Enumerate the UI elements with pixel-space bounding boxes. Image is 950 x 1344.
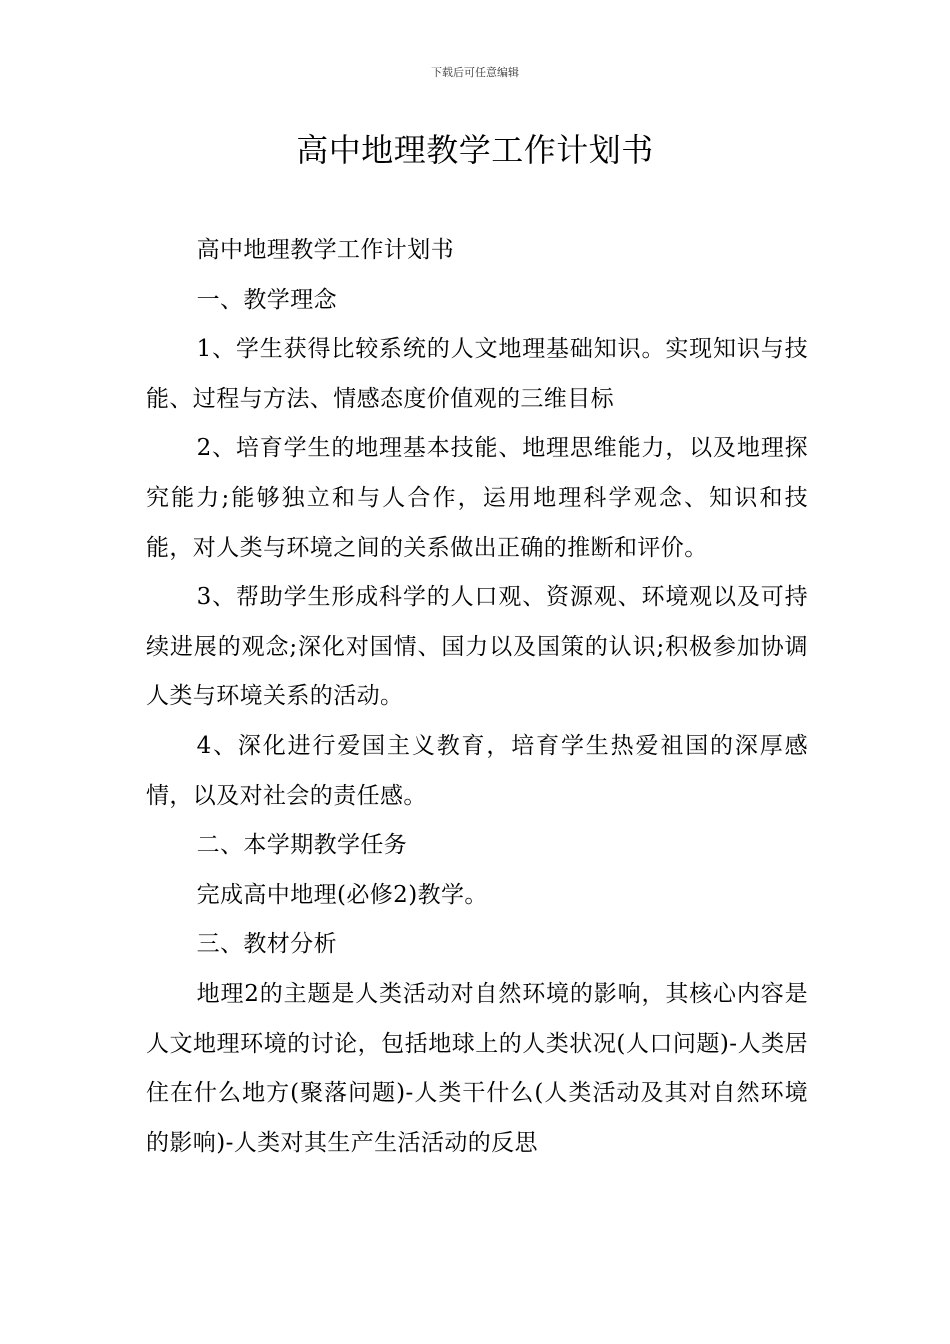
paragraph-subtitle: 高中地理教学工作计划书 — [196, 237, 454, 263]
header-note: 下载后可任意编辑 — [431, 66, 519, 79]
paragraph-semester-task: 完成高中地理(必修2)教学。 — [196, 881, 488, 908]
paragraph-goal-4: 4、深化进行爱国主义教育，培育学生热爱祖国的深厚感情，以及对社会的责任感。 — [146, 732, 808, 809]
document-title: 高中地理教学工作计划书 — [296, 131, 654, 169]
paragraph-goal-1: 1、学生获得比较系统的人文地理基础知识。实现知识与技能、过程与方法、情感态度价值观的三维目标 — [146, 336, 808, 412]
section-heading-teaching-philosophy: 一、教学理念 — [196, 286, 337, 313]
paragraph-textbook-analysis: 地理2的主题是人类活动对自然环境的影响，其核心内容是人文地理环境的讨论，包括地球上的人类状况(人口问题)-人类居住在什么地方(聚落问题)-人类干什么(人类活动及其对自然环境的影响)-人类对其生产生活活动的反思 — [146, 980, 808, 1156]
paragraph-goal-3: 3、帮助学生形成科学的人口观、资源观、环境观以及可持续进展的观念;深化对国情、国力以及国策的认识;积极参加协调人类与环境关系的活动。 — [146, 584, 808, 710]
section-heading-semester-tasks: 二、本学期教学任务 — [196, 832, 408, 859]
section-heading-textbook-analysis: 三、教材分析 — [196, 931, 337, 958]
document-body — [146, 226, 808, 1168]
paragraph-goal-2: 2、培育学生的地理基本技能、地理思维能力，以及地理探究能力;能够独立和与人合作，运用地理科学观念、知识和技能，对人类与环境之间的关系做出正确的推断和评价。 — [146, 435, 808, 561]
